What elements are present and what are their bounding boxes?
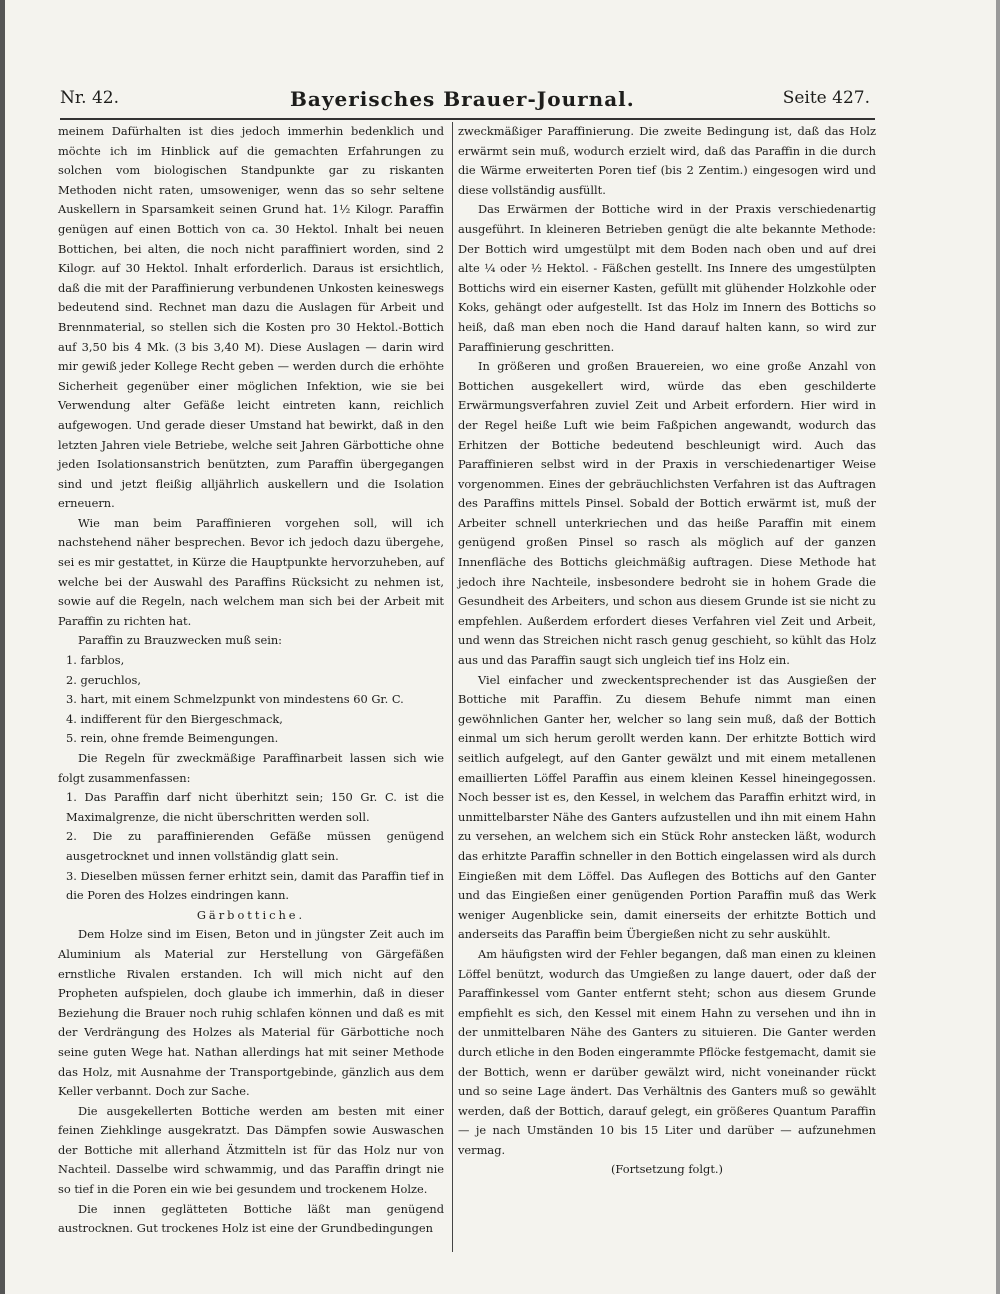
paragraph: Am häufigsten wird der Fehler begangen, daß man einen zu kleinen Löffel benützt, wodurch das Umgießen zu lange dauert, oder daß der Paraffinkessel vom Ganter entfernt steht; schon aus diesem Grunde empfiehlt es sich, den Kessel mit einem Hahn zu versehen und ihn in der unmittelbaren Nähe des Ganters zu situieren. Die Ganter werden durch etliche in den Boden eingerammte Pflöcke festgemacht, damit sie der Bottich, wenn er darüber gewälzt wird, nicht voneinander rückt und so seine Lage ändert. Das Verhältnis des Ganters muß so gewählt werden, daß der Bottich, darauf gelegt, ein größeres Quantum Paraffin — je nach Umständen 10 bis 15 Liter und darüber — aufzunehmen vermag. [458, 946, 876, 1157]
list-item: 4. indifferent für den Biergeschmack, [66, 711, 283, 726]
page-number: Seite 427. [782, 88, 870, 108]
issue-number: Nr. 42. [60, 88, 119, 108]
paragraph: In größeren und großen Brauereien, wo eine große Anzahl von Bottichen ausgekellert wird, würde das eben geschilderte Erwärmungsverfahren zuviel Zeit und Arbeit erfordern. Hier wird in der Regel heiße Luft wie beim Faßpichen angewandt, wodurch das Erhitzen der Bottiche bedeutend beschleunigt wird. Auch das Paraffinieren selbst wird in der Praxis in verschiedenartiger Weise vorgenommen. Eines der gebräuchlichsten Verfahren ist das Auftragen des Paraffins mittels Pinsel. Sobald der Bottich erwärmt ist, muß der Arbeiter schnell unterkriechen und das heiße Paraffin mit einem genügend großen Pinsel so rasch als möglich auf der ganzen Innenfläche des Bottichs gleichmäßig auftragen. Diese Methode hat jedoch ihre Nachteile, insbesondere bedroht sie in hohem Grade die Gesundheit des Arbeiters, und schon aus diesem Grunde ist sie nicht zu empfehlen. Außerdem erfordert dieses Verfahren viel Zeit und Arbeit, und wenn das Streichen nicht rasch genug geschieht, so kühlt das Holz aus und das Paraffin saugt sich ungleich tief ins Holz ein. [458, 359, 876, 668]
paragraph: Das Erwärmen der Bottiche wird in der Praxis verschiedenartig ausgeführt. In kleineren Betrieben genügt die alte bekannte Methode: Der Bottich wird umgestülpt mit dem Boden nach oben und auf drei alte ¼ oder ½ Hektol. - Fäßchen gestellt. Ins Innere des umgestülpten Bottichs wird ein eiserner Kasten, gefüllt mit glühender Holzkohle oder Koks, gehängt oder aufgestellt. Ist das Holz im Innern des Bottichs so heiß, daß man eben noch die Hand darauf halten kann, so wird zur Paraffinierung geschritten. [458, 202, 876, 354]
list-item: 5. rein, ohne fremde Beimengungen. [66, 731, 279, 746]
paragraph: Wie man beim Paraffinieren vorgehen soll, will ich nachstehend näher besprechen. Bevor ich jedoch dazu übergehe, sei es mir gestattet, in Kürze die Hauptpunkte hervorzuheben, auf welche bei der Auswahl des Paraffins Rücksicht zu nehmen ist, sowie auf die Regeln, nach welchem man sich bei der Arbeit mit Paraffin zu richten hat. [58, 515, 444, 628]
left-column [58, 122, 444, 1239]
right-column [458, 122, 876, 1180]
continuation-note: (Fortsetzung folgt.) [610, 1162, 723, 1177]
list-item: 3. Dieselben müssen ferner erhitzt sein, damit das Paraffin tief in die Poren des Holzes eindringen kann. [66, 868, 444, 903]
page-header [60, 88, 870, 116]
list-item: 1. Das Paraffin darf nicht überhitzt sein; 150 Gr. C. ist die Maximalgrenze, die nicht überschritten werden soll. [66, 790, 444, 824]
column-divider [452, 122, 453, 1252]
list-item: 1. farblos, [66, 653, 125, 668]
list-intro: Die Regeln für zweckmäßige Paraffinarbeit lassen sich wie folgt zusammenfassen: [58, 751, 444, 785]
paragraph: Viel einfacher und zweckentsprechender ist das Ausgießen der Bottiche mit Paraffin. Zu diesem Behufe nimmt man einen gewöhnlichen Ganter her, welcher so lang sein muß, daß der Bottich einmal um sich herum gerollt werden kann. Der erhitzte Bottich wird seitlich aufgelegt, auf den Ganter gewälzt und mit einem metallenen emaillierten Löffel Paraffin aus einem kleinen Kessel hineingegossen. Noch besser ist es, den Kessel, in welchem das Paraffin erhitzt wird, in unmittelbarster Nähe des Ganters aufzustellen und ihn mit einem Hahn zu versehen, an welchem sich ein Stück Rohr anstecken läßt, wodurch das erhitzte Paraffin schneller in den Bottich eingelassen wird als durch Eingießen mit dem Löffel. Das Auflegen des Bottichs auf den Ganter und das Eingießen einer genügenden Portion Paraffin muß das Werk weniger Augenblicke sein, damit einerseits der erhitzte Bottich und anderseits das Paraffin beim Übergießen nicht zu sehr auskühlt. [458, 672, 876, 942]
list-item: 3. hart, mit einem Schmelzpunkt von mindestens 60 Gr. C. [66, 692, 404, 707]
journal-title: Bayerisches Brauer-Journal. [290, 87, 635, 111]
list-item: 2. geruchlos, [66, 672, 141, 687]
list-item: 2. Die zu paraffinierenden Gefäße müssen genügend ausgetrocknet und innen vollständig glatt sein. [66, 829, 444, 863]
list-intro: Paraffin zu Brauzwecken muß sein: [78, 633, 283, 648]
paragraph: Die ausgekellerten Bottiche werden am besten mit einer feinen Ziehklinge ausgekratzt. Das Dämpfen sowie Auswaschen der Bottiche mit allerhand Ätzmitteln ist für das Holz nur von Nachteil. Dasselbe wird schwammig, und das Paraffin dringt nie so tief in die Poren ein wie bei gesundem und trockenem Holze. [58, 1103, 444, 1197]
paragraph: Dem Holze sind im Eisen, Beton und in jüngster Zeit auch im Aluminium als Material zur Herstellung von Gärgefäßen ernstliche Rivalen erstanden. Ich will mich nicht auf den Propheten aufspielen, doch glaube ich immerhin, daß in dieser Beziehung die Brauer noch ruhig schlafen können und daß es mit der Verdrängung des Holzes als Material für Gärbottiche noch seine guten Wege hat. Nathan allerdings hat mit seiner Methode das Holz, mit Ausnahme der Transportgebinde, gänzlich aus dem Keller verbannt. Doch zur Sache. [58, 927, 444, 1099]
page-edge-left [0, 0, 5, 1294]
paragraph: meinem Dafürhalten ist dies jedoch immerhin bedenklich und möchte ich im Hinblick auf die gemachten Erfahrungen zu solchen vom biologischen Standpunkte gar zu riskanten Methoden nicht raten, umsoweniger, wenn das so sehr seltene Auskellern in Sparsamkeit seinen Grund hat. 1½ Kilogr. Paraffin genügen auf einen Bottich von ca. 30 Hektol. Inhalt bei neuen Bottichen, bei alten, die noch nicht paraffiniert worden, sind 2 Kilogr. auf 30 Hektol. Inhalt erforderlich. Daraus ist ersichtlich, daß die mit der Paraffinierung verbundenen Unkosten keineswegs bedeutend sind. Rechnet man dazu die Auslagen für Arbeit und Brennmaterial, so stellen sich die Kosten pro 30 Hektol.-Bottich auf 3,50 bis 4 Mk. (3 bis 3,40 M). Diese Auslagen — darin wird mir gewiß jeder Kollege Recht geben — werden durch die erhöhte Sicherheit gegenüber einer möglichen Infektion, wie sie bei Verwendung alter Gefäße leicht eintreten kann, reichlich aufgewogen. Und gerade dieser Umstand hat bewirkt, daß in den letzten Jahren viele Betriebe, welche seit Jahren Gärbottiche ohne jeden Isolationsanstrich benützten, zum Paraffin übergegangen sind und jetzt fleißig alljährlich auskellern und die Isolation erneuern. [58, 124, 444, 511]
header-rule [60, 118, 875, 120]
page-edge-right [996, 0, 1000, 1294]
section-heading: Gärbottiche. [196, 907, 306, 922]
paragraph: zweckmäßiger Paraffinierung. Die zweite Bedingung ist, daß das Holz erwärmt sein muß, wodurch erzielt wird, daß das Paraffin in die durch die Wärme erweiterten Poren tief (bis 2 Zentim.) eingesogen wird und diese vollständig ausfüllt. [458, 124, 876, 197]
paragraph: Die innen geglätteten Bottiche läßt man genügend austrocknen. Gut trockenes Holz ist eine der Grundbedingungen [58, 1201, 444, 1236]
